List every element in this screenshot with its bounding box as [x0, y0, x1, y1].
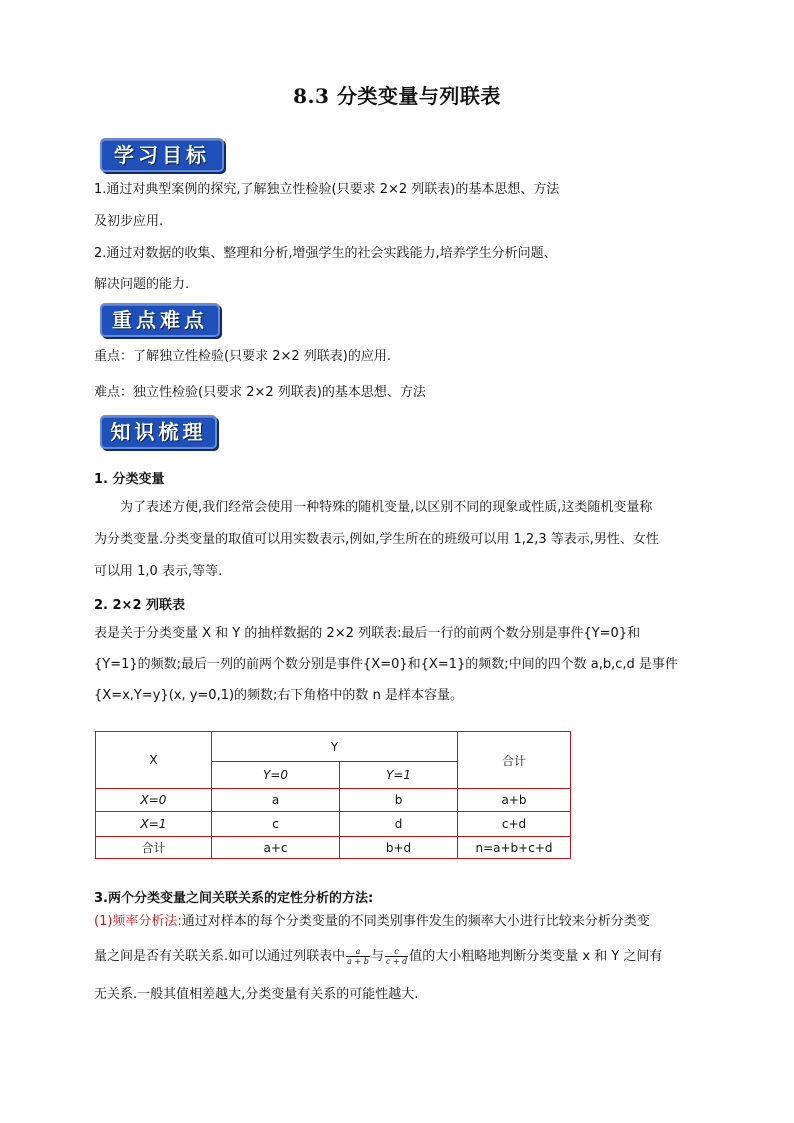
frequency-method-label: (1)频率分析法: — [94, 914, 182, 929]
fraction-numerator: a — [346, 947, 370, 957]
paragraph-2-line-2: {Y=1}的频数;最后一列的前两个数分别是事件{X=0}和{X=1}的频数;中间的四个数 a,b,c,d 是事件 — [94, 657, 678, 672]
page-title: 8.3 分类变量与列联表 — [293, 84, 501, 108]
table-col-y1: Y=1 — [340, 762, 458, 789]
keypoint-line-1: 重点：了解独立性检验(只要求 2×2 列联表)的应用. — [94, 349, 391, 364]
key-points-badge: 重点难点 — [100, 303, 220, 337]
keypoint-line-2: 难点：独立性检验(只要求 2×2 列联表)的基本思想、方法 — [94, 385, 426, 400]
table-row-label: X=0 — [96, 789, 212, 812]
fraction-denominator: a + b — [347, 957, 369, 966]
table-cell: b — [340, 789, 458, 812]
paragraph-3-line-2 — [94, 946, 662, 968]
table-total-header: 合计 — [458, 732, 571, 789]
table-row — [96, 789, 571, 812]
section-heading-2: 2. 2×2 列联表 — [94, 598, 186, 613]
table-row-label: 合计 — [96, 837, 212, 859]
section-heading-3: 3.两个分类变量之间关联关系的定性分析的方法: — [94, 891, 374, 906]
paragraph-2-line-3: {X=x,Y=y}(x, y=0,1)的频数;右下角格中的数 n 是样本容量。 — [94, 688, 463, 703]
conjunction-text: 与 — [370, 949, 384, 964]
contingency-table — [95, 731, 571, 859]
fraction-c-over-c-plus-d — [385, 947, 408, 966]
table-cell: a — [212, 789, 340, 812]
paragraph-1-line-3: 可以用 1,0 表示,等等. — [94, 564, 223, 579]
knowledge-summary-badge: 知识梳理 — [100, 415, 217, 449]
table-cell: a+b — [458, 789, 571, 812]
goal-line-2: 及初步应用. — [94, 214, 164, 229]
paragraph-2-line-1: 表是关于分类变量 X 和 Y 的抽样数据的 2×2 列联表:最后一行的前两个数分别是事件{Y=0}和 — [94, 626, 641, 641]
table-row — [96, 837, 571, 859]
table-cell: c — [212, 812, 340, 837]
paragraph-3-line-2-end: 值的大小粗略地判断分类变量 x 和 Y 之间有 — [409, 949, 663, 964]
table-cell: a+c — [212, 837, 340, 859]
paragraph-1-line-2: 为分类变量.分类变量的取值可以用实数表示,例如,学生所在的班级可以用 1,2,3 等表示,男性、女性 — [94, 532, 659, 547]
learning-goals-badge: 学习目标 — [100, 138, 224, 172]
table-cell: n=a+b+c+d — [458, 837, 571, 859]
table-col-y0: Y=0 — [212, 762, 340, 789]
table-row — [96, 812, 571, 837]
paragraph-3-line-2-text: 量之间是否有关联关系.如可以通过列联表中 — [94, 949, 346, 964]
goal-line-1: 1.通过对典型案例的探究,了解独立性检验(只要求 2×2 列联表)的基本思想、方法 — [94, 182, 560, 197]
table-y-header: Y — [212, 732, 458, 762]
goal-line-4: 解决问题的能力. — [94, 277, 190, 292]
fraction-denominator: c + d — [385, 957, 408, 966]
table-cell: c+d — [458, 812, 571, 837]
paragraph-1-line-1: 为了表述方便,我们经常会使用一种特殊的随机变量,以区别不同的现象或性质,这类随机变量称 — [120, 500, 653, 515]
table-cell: b+d — [340, 837, 458, 859]
paragraph-3-line-1-text: 通过对样本的每个分类变量的不同类别事件发生的频率大小进行比较来分析分类变 — [181, 914, 650, 929]
paragraph-3-line-1 — [94, 913, 650, 931]
section-heading-1: 1. 分类变量 — [94, 472, 165, 487]
paragraph-3-line-3: 无关系.一般其值相差越大,分类变量有关系的可能性越大. — [94, 987, 419, 1002]
fraction-numerator: c — [385, 947, 408, 957]
table-cell: d — [340, 812, 458, 837]
goal-line-3: 2.通过对数据的收集、整理和分析,增强学生的社会实践能力,培养学生分析问题、 — [94, 246, 557, 261]
table-row-label: X=1 — [96, 812, 212, 837]
fraction-a-over-a-plus-b — [346, 947, 370, 966]
table-corner-x: X — [96, 732, 212, 789]
